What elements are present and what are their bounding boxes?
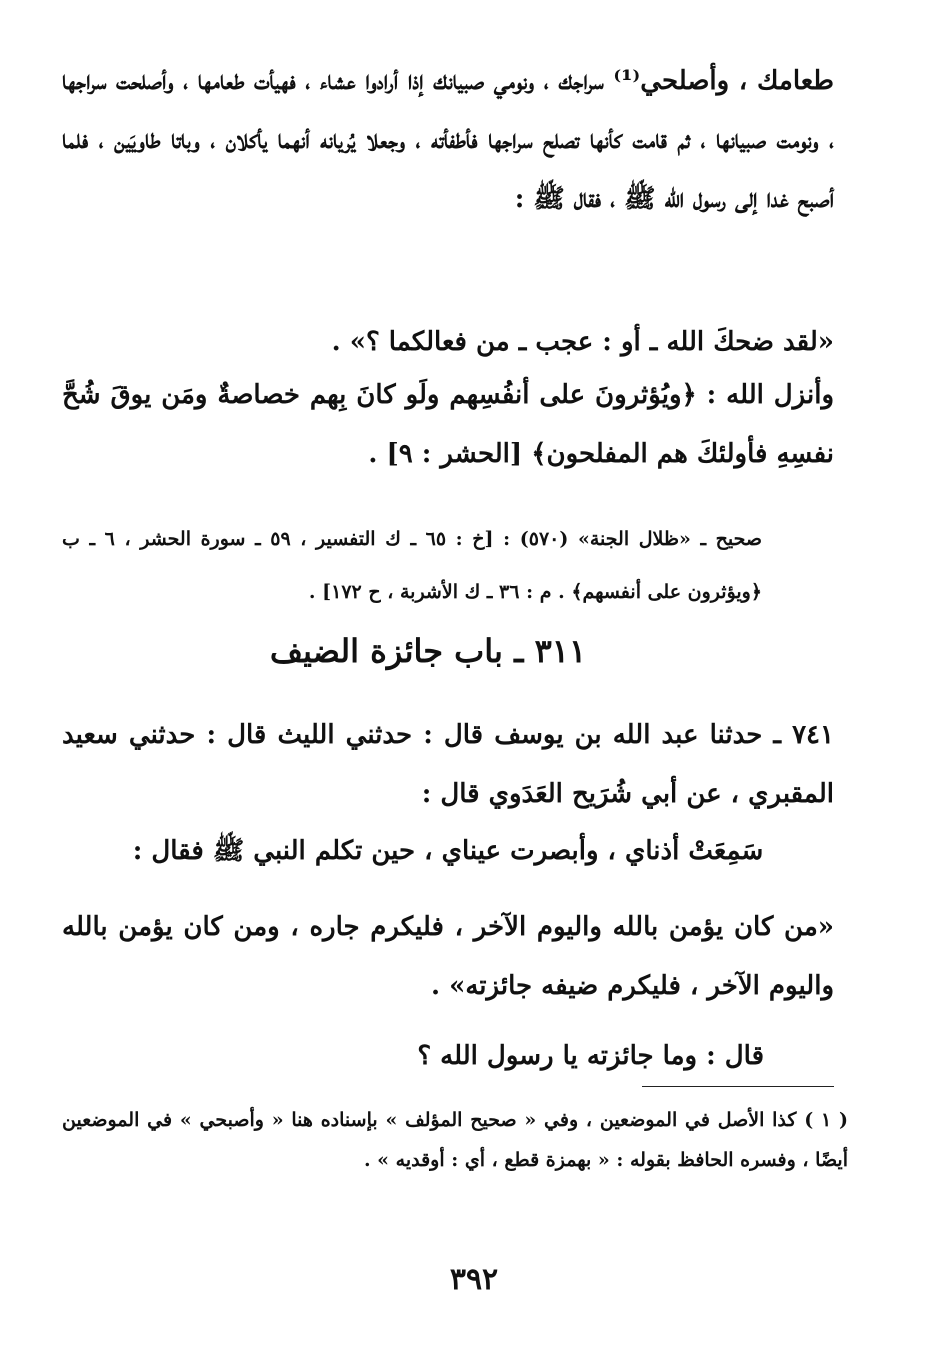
footnote: ( ١ ) كذا الأصل في الموضعين ، وفي « صحيح المؤلف » بإسناده هنا « وأصبحي » في الموضعين أيضًا ، وفسره الحافظ بقوله : « بهمزة قطع ، أي : أوقديه » . — [62, 1109, 848, 1171]
quran-verse-paragraph: وأنزل الله : ﴿ويُؤثرونَ على أنفُسِهم ولَو كانَ بِهم خصاصةٌ ومَن يوقَ شُحَّ نفسِهِ فأولئكَ هم المفلحون﴾ [الحشر : ٩] . — [62, 380, 834, 469]
hadith-isnad: ٧٤١ ـ حدثنا عبد الله بن يوسف قال : حدثني الليث قال : حدثني سعيد المقبري ، عن أبي شُرَيح العَدَوي قال : — [62, 720, 834, 809]
paragraph-continuation: طعامك ، وأصلحي⁽¹⁾ سراجك ، ونومي صبيانك إذا أرادوا عشاء ، فهيأت طعامها ، وأصلحت سراجها ، ونومت صبيانها ، ثم قامت كأنها تصلح سراجها فأطفأته ، وجعلا يُريانه أنهما يأكلان ، وباتا طاويَين ، فلما أصبح غدا إلى رسول الله ﷺ ، فقال ﷺ : — [62, 66, 834, 214]
footnote-separator — [642, 1086, 834, 1087]
prophet-quote: «لقد ضحكَ الله ـ أو : عجب ـ من فعالكما ؟» . — [331, 327, 834, 357]
hadith-text: «من كان يؤمن بالله واليوم الآخر ، فليكرم جاره ، ومن كان يؤمن بالله واليوم الآخر ، فليكرم ضيفه جائزته» . — [62, 912, 834, 1001]
chapter-heading: ٣١١ ـ باب جائزة الضيف — [269, 632, 587, 670]
hadith-narrator-line: سَمِعَتْ أذناي ، وأبصرت عيناي ، حين تكلم النبي ﷺ فقال : — [132, 836, 764, 866]
hadith-source-note: صحيح ـ «ظلال الجنة» (٥٧٠) : [خ : ٦٥ ـ ك التفسير ، ٥٩ ـ سورة الحشر ، ٦ ـ ب ﴿ويؤثرون على أنفسهم﴾ . م : ٣٦ ـ ك الأشربة ، ح ١٧٢] . — [62, 528, 763, 603]
hadith-question: قال : وما جائزته يا رسول الله ؟ — [417, 1041, 764, 1071]
page-number: ٣٩٢ — [449, 1262, 499, 1297]
